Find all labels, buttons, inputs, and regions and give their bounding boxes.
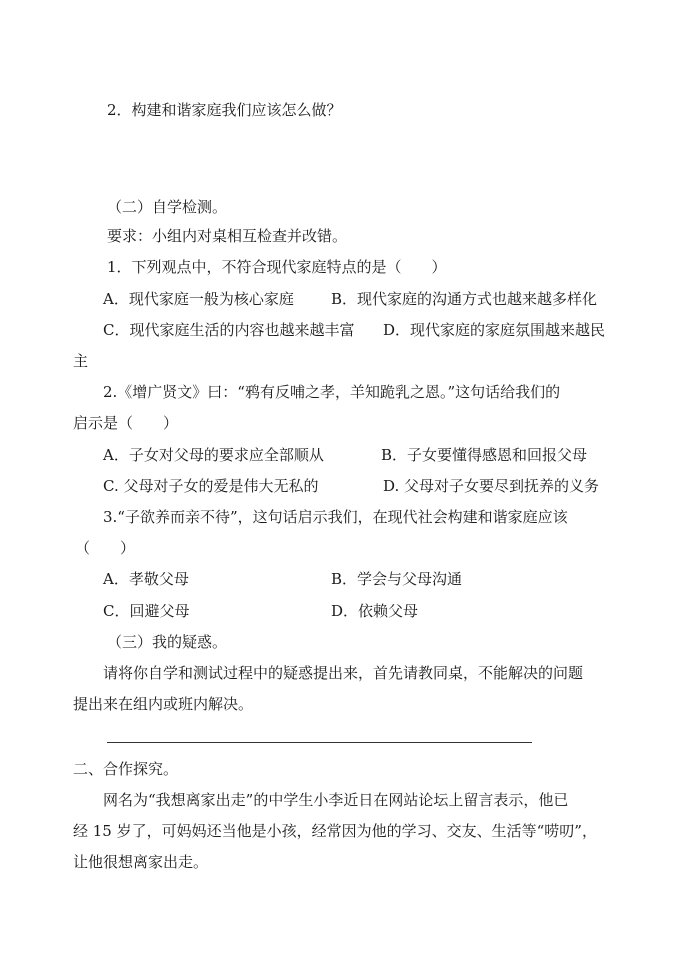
q2-stem: 2.《增广贤文》曰：“鸦有反哺之孝，羊知跪乳之恩。”这句话给我们的	[103, 383, 561, 401]
q2-heading: 2．构建和谐家庭我们应该怎么做？	[107, 101, 342, 119]
q1-option-d: D．现代家庭的家庭氛围越来越民	[383, 321, 606, 339]
section2-heading: （二）自学检测。	[107, 198, 228, 216]
q3-stem: 3.“子欲养而亲不待”，这句话启示我们，在现代社会构建和谐家庭应该	[103, 508, 568, 526]
q1-option-c: C．现代家庭生活的内容也越来越丰富	[103, 321, 355, 339]
q3-option-c: C．回避父母	[103, 602, 190, 620]
q2-option-c: C. 父母对子女的爱是伟大无私的	[103, 477, 319, 495]
section3-text-wrap: 提出来在组内或班内解决。	[73, 695, 254, 713]
answer-line	[107, 742, 532, 743]
q3-option-d: D．依赖父母	[331, 602, 419, 620]
q3-option-a: A．孝敬父母	[103, 570, 189, 588]
section3-heading: （三）我的疑惑。	[107, 633, 228, 651]
q1-option-d-wrap: 主	[73, 352, 89, 370]
q1-stem: 1．下列观点中，不符合现代家庭特点的是（ ）	[107, 258, 447, 276]
part2-text-wrap2: 让他很想离家出走。	[73, 853, 209, 871]
section3-text: 请将你自学和测试过程中的疑惑提出来，首先请教同桌，不能解决的问题	[103, 664, 584, 682]
section2-requirement: 要求：小组内对桌相互检查并改错。	[107, 227, 348, 245]
q2-option-a: A．子女对父母的要求应全部顺从	[103, 446, 324, 464]
part2-text-wrap1: 经 15 岁了，可妈妈还当他是小孩，经常因为他的学习、交友、生活等“唠叨”，	[73, 822, 597, 840]
part2-text: 网名为“我想离家出走”的中学生小李近日在网站论坛上留言表示，他已	[103, 791, 569, 809]
part2-heading: 二、合作探究。	[73, 760, 179, 778]
q1-option-b: B．现代家庭的沟通方式也越来越多样化	[331, 290, 598, 308]
q2-option-d: D. 父母对子女要尽到抚养的义务	[383, 477, 600, 495]
q2-option-b: B．子女要懂得感恩和回报父母	[381, 446, 588, 464]
q3-option-b: B．学会与父母沟通	[331, 570, 463, 588]
q1-option-a: A．现代家庭一般为核心家庭	[103, 290, 294, 308]
q2-stem-wrap: 启示是（ ）	[73, 414, 179, 432]
q3-stem-wrap: （ ）	[75, 539, 136, 557]
